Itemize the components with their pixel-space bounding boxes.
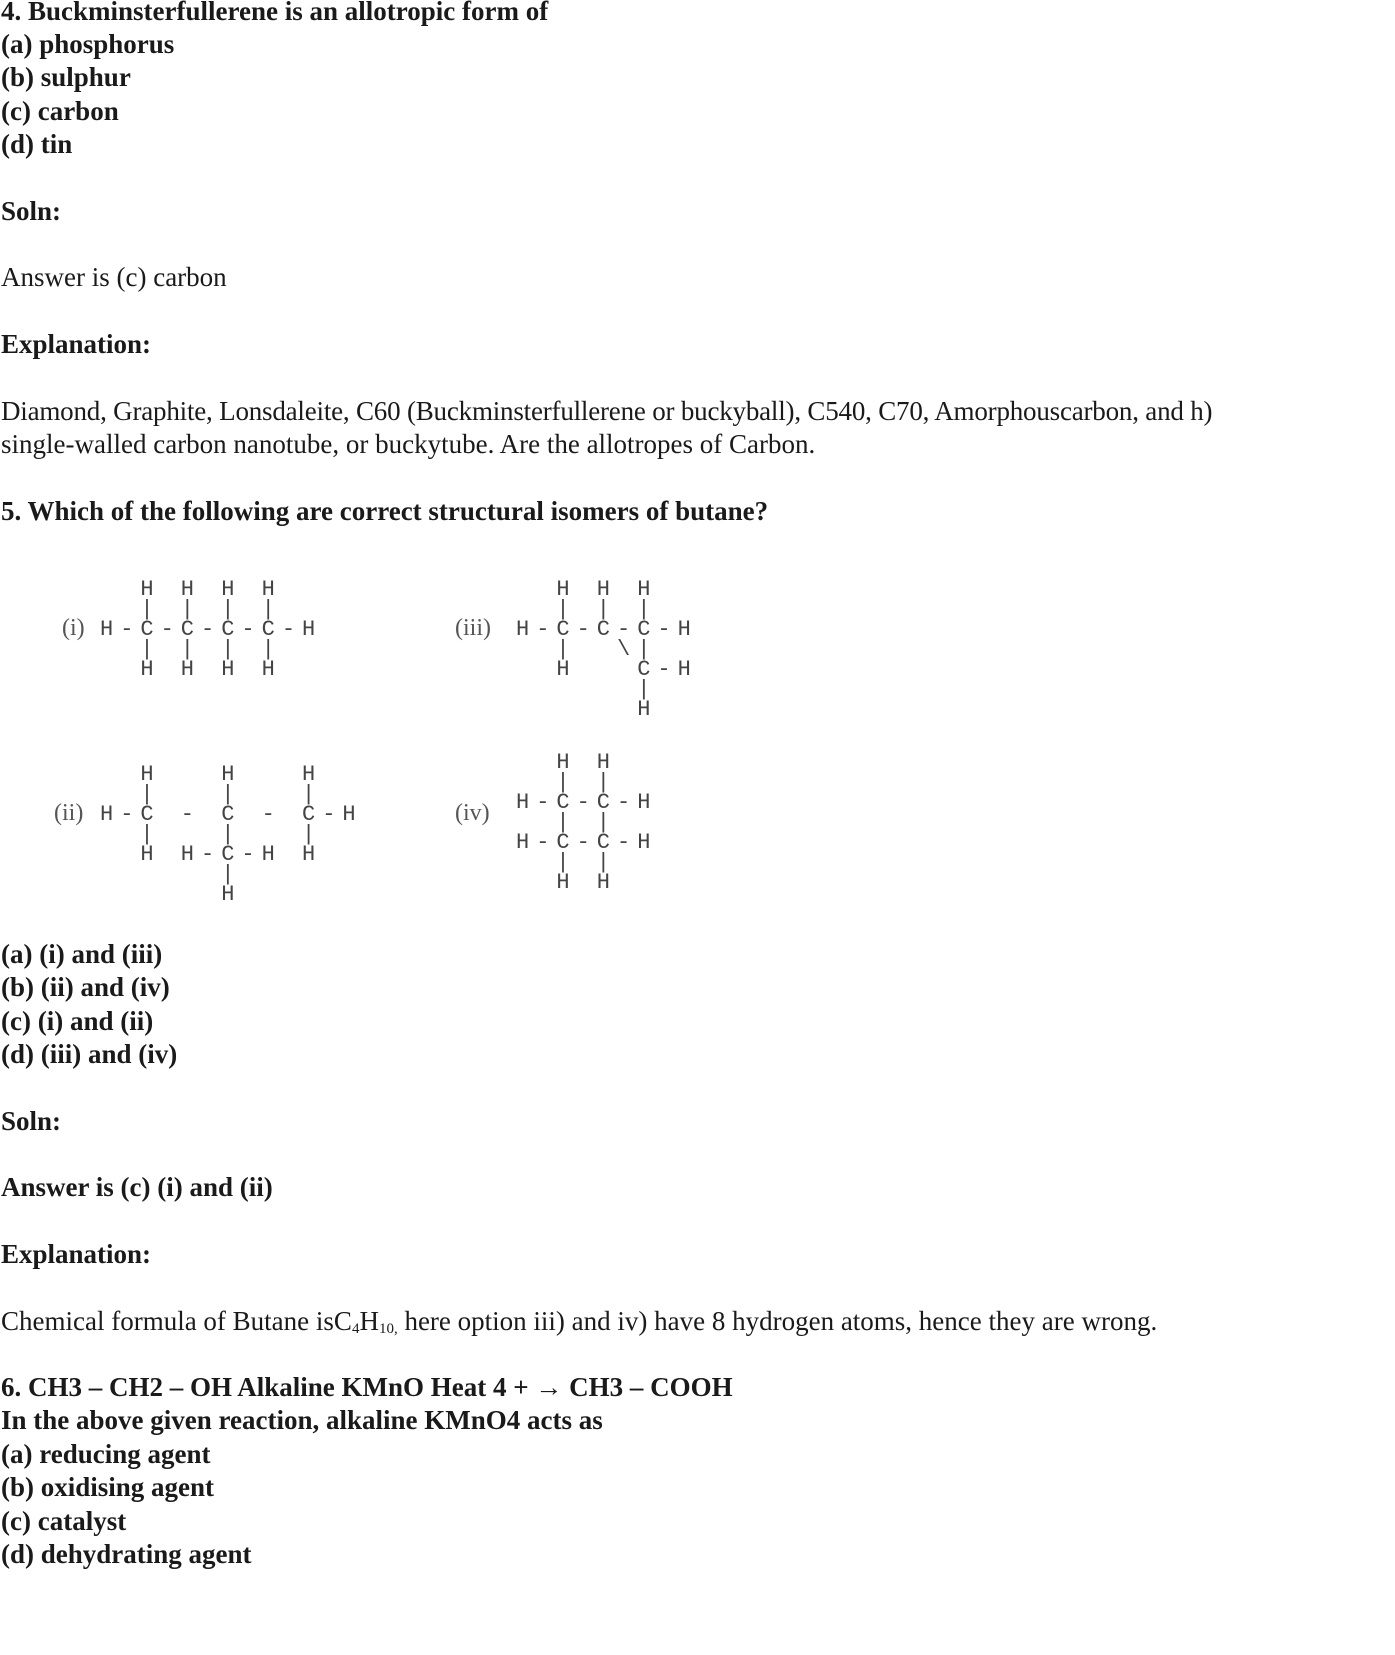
formula-row: H H H xyxy=(100,762,323,787)
formula-row: H H-C-H H xyxy=(100,842,323,867)
formula-row: H xyxy=(516,697,658,722)
formula-h: H xyxy=(359,1306,379,1336)
option-c: (c) carbon xyxy=(1,96,119,126)
option-d: (d) (iii) and (iv) xyxy=(1,1039,178,1069)
option-b: (b) (ii) and (iv) xyxy=(1,972,170,1002)
formula-row: H xyxy=(100,882,242,907)
option-c: (c) catalyst xyxy=(1,1506,127,1536)
answer: Answer is (c) (i) and (ii) xyxy=(1,1172,273,1202)
structural-formula xyxy=(100,577,323,682)
answer: Answer is (c) carbon xyxy=(1,262,227,292)
option-a: (a) phosphorus xyxy=(1,29,175,59)
formula-row: | | | xyxy=(100,782,323,807)
formula-row: H-C-C-C-C-H xyxy=(100,617,323,642)
formula-row: | | xyxy=(516,850,618,875)
option-d: (d) tin xyxy=(1,129,73,159)
question-text: 5. Which of the following are correct structural isomers of butane? xyxy=(1,496,769,526)
formula-row: H-C-C-H xyxy=(516,830,658,855)
option-a: (a) reducing agent xyxy=(1,1439,211,1469)
option-c: (c) (i) and (ii) xyxy=(1,1006,154,1036)
formula-row: | | | | xyxy=(100,597,282,622)
formula-row: | | | xyxy=(100,822,323,847)
explanation-post: here option iii) and iv) have 8 hydrogen atoms, hence they are wrong. xyxy=(397,1306,1158,1336)
structural-formula xyxy=(516,750,658,895)
formula-row: | xyxy=(100,862,242,887)
formula-row: H H xyxy=(516,870,618,895)
structure-label: (ii) xyxy=(54,800,84,826)
formula-row: | | | xyxy=(516,597,658,622)
structure-label: (iii) xyxy=(455,615,491,641)
formula-row: | | | | xyxy=(100,637,282,662)
option-a: (a) (i) and (iii) xyxy=(1,939,163,969)
formula-row: | | xyxy=(516,770,618,795)
structural-formula xyxy=(100,762,363,907)
explanation-text xyxy=(1,1306,1157,1344)
formula-c: C xyxy=(333,1306,352,1336)
formula-row: H H xyxy=(516,750,618,775)
option-d: (d) dehydrating agent xyxy=(1,1539,252,1569)
formula-row: H H H xyxy=(516,577,658,602)
formula-row: | | xyxy=(516,810,618,835)
formula-row: H H H H xyxy=(100,577,282,602)
formula-h-sub: 10, xyxy=(378,1321,398,1337)
formula-row: H-C-C-H xyxy=(516,790,658,815)
formula-row: H-C-C-C-H xyxy=(516,617,698,642)
formula-row: H C-H xyxy=(516,657,698,682)
formula-row: | xyxy=(516,677,658,702)
formula-row: H H H H xyxy=(100,657,282,682)
formula-row: | \| xyxy=(516,637,658,662)
explanation-label: Explanation: xyxy=(1,329,152,359)
question-text: 4. Buckminsterfullerene is an allotropic form of xyxy=(1,0,549,26)
option-b: (b) oxidising agent xyxy=(1,1472,215,1502)
explanation-label: Explanation: xyxy=(1,1239,152,1269)
soln-label: Soln: xyxy=(1,1106,62,1136)
formula-c-sub: 4 xyxy=(351,1321,360,1337)
option-b: (b) sulphur xyxy=(1,62,131,92)
explanation-line: single-walled carbon nanotube, or buckytube. Are the allotropes of Carbon. xyxy=(1,429,816,459)
structural-formula xyxy=(516,577,698,722)
structure-label: (i) xyxy=(62,615,85,641)
question-text: 6. CH3 – CH2 – OH Alkaline KMnO Heat 4 + → CH3 – COOH xyxy=(1,1372,733,1402)
soln-label: Soln: xyxy=(1,196,62,226)
structure-label: (iv) xyxy=(455,800,490,826)
question-text-line2: In the above given reaction, alkaline KMnO4 acts as xyxy=(1,1405,603,1435)
explanation-line: Diamond, Graphite, Lonsdaleite, C60 (Buckminsterfullerene or buckyball), C540, C70, Amorphouscarbon, and h) xyxy=(1,396,1213,426)
formula-row: H-C - C - C-H xyxy=(100,802,363,827)
explanation-pre: Chemical formula of Butane is xyxy=(1,1306,334,1336)
